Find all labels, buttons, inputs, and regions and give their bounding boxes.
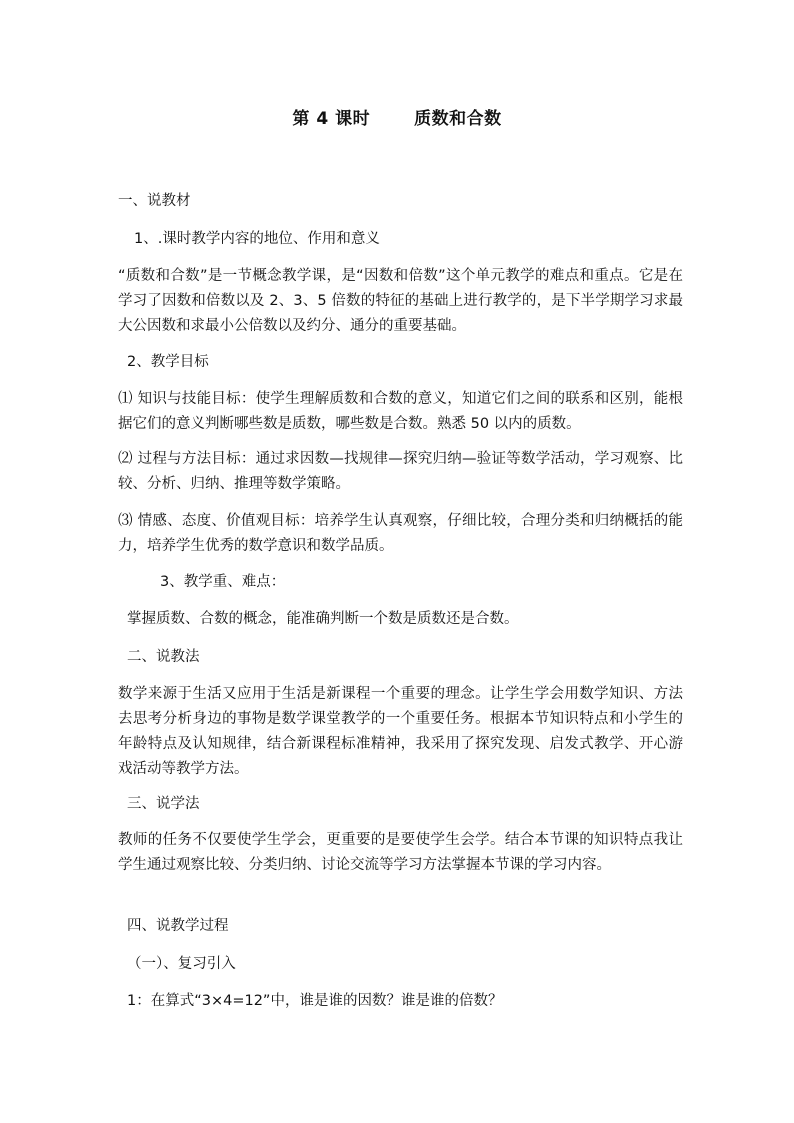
subheading-review-intro: （一）、复习引入: [127, 956, 236, 972]
goal-emotion-attitude: ⑶ 情感、态度、价值观目标：培养学生认真观察，仔细比较，合理分类和归纳概括的能力，培养学生优秀的数学意识和数学品质。: [118, 513, 683, 554]
paragraph-learning-method: 教师的任务不仅要使学生学会，更重要的是要使学生会学。结合本节课的知识特点我让学生通过观察比较、分类归纳、讨论交流等学习方法掌握本节课的学习内容。: [118, 832, 683, 873]
lesson-number: 第 4 课时: [292, 109, 371, 129]
paragraph-key-difficult: 掌握质数、合数的概念，能准确判断一个数是质数还是合数。: [127, 611, 519, 627]
question-1: 1：在算式“3×4=12”中，谁是谁的因数？谁是谁的倍数？: [127, 993, 503, 1009]
paragraph-position-role: “质数和合数”是一节概念教学课，是“因数和倍数”这个单元教学的难点和重点。它是在学习了因数和倍数以及 2、3、5 倍数的特征的基础上进行教学的，是下半学期学习求最大公因数和求最小公倍数以及约分、通分的重要基础。: [118, 268, 683, 334]
page-title: [0, 104, 794, 129]
lesson-topic: 质数和合数: [414, 109, 502, 129]
paragraph-teaching-method: 数学来源于生活又应用于生活是新课程一个重要的理念。让学生学会用数学知识、方法去思考分析身边的事物是数学课堂教学的一个重要任务。根据本节知识特点和小学生的年龄特点及认知规律，结合新课程标准精神，我采用了探究发现、启发式教学、开心游戏活动等教学方法。: [118, 686, 683, 777]
section-heading-teaching-process: 四、说教学过程: [127, 918, 229, 934]
goal-knowledge-skills: ⑴ 知识与技能目标：使学生理解质数和合数的意义，知道它们之间的联系和区别，能根据它们的意义判断哪些数是质数，哪些数是合数。熟悉 50 以内的质数。: [118, 391, 683, 432]
section-heading-learning-method: 三、说学法: [127, 796, 200, 812]
subheading-key-difficult: 3、教学重、难点：: [160, 574, 286, 590]
goal-process-method: ⑵ 过程与方法目标：通过求因数—找规律—探究归纳—验证等数学活动，学习观察、比较、分析、归纳、推理等数学策略。: [118, 451, 683, 492]
section-heading-teaching-method: 二、说教法: [127, 649, 200, 665]
subheading-teaching-goals: 2、教学目标: [127, 354, 209, 370]
section-heading-textbook: 一、说教材: [118, 193, 191, 209]
subheading-position-role: 1、.课时教学内容的地位、作用和意义: [134, 231, 380, 247]
